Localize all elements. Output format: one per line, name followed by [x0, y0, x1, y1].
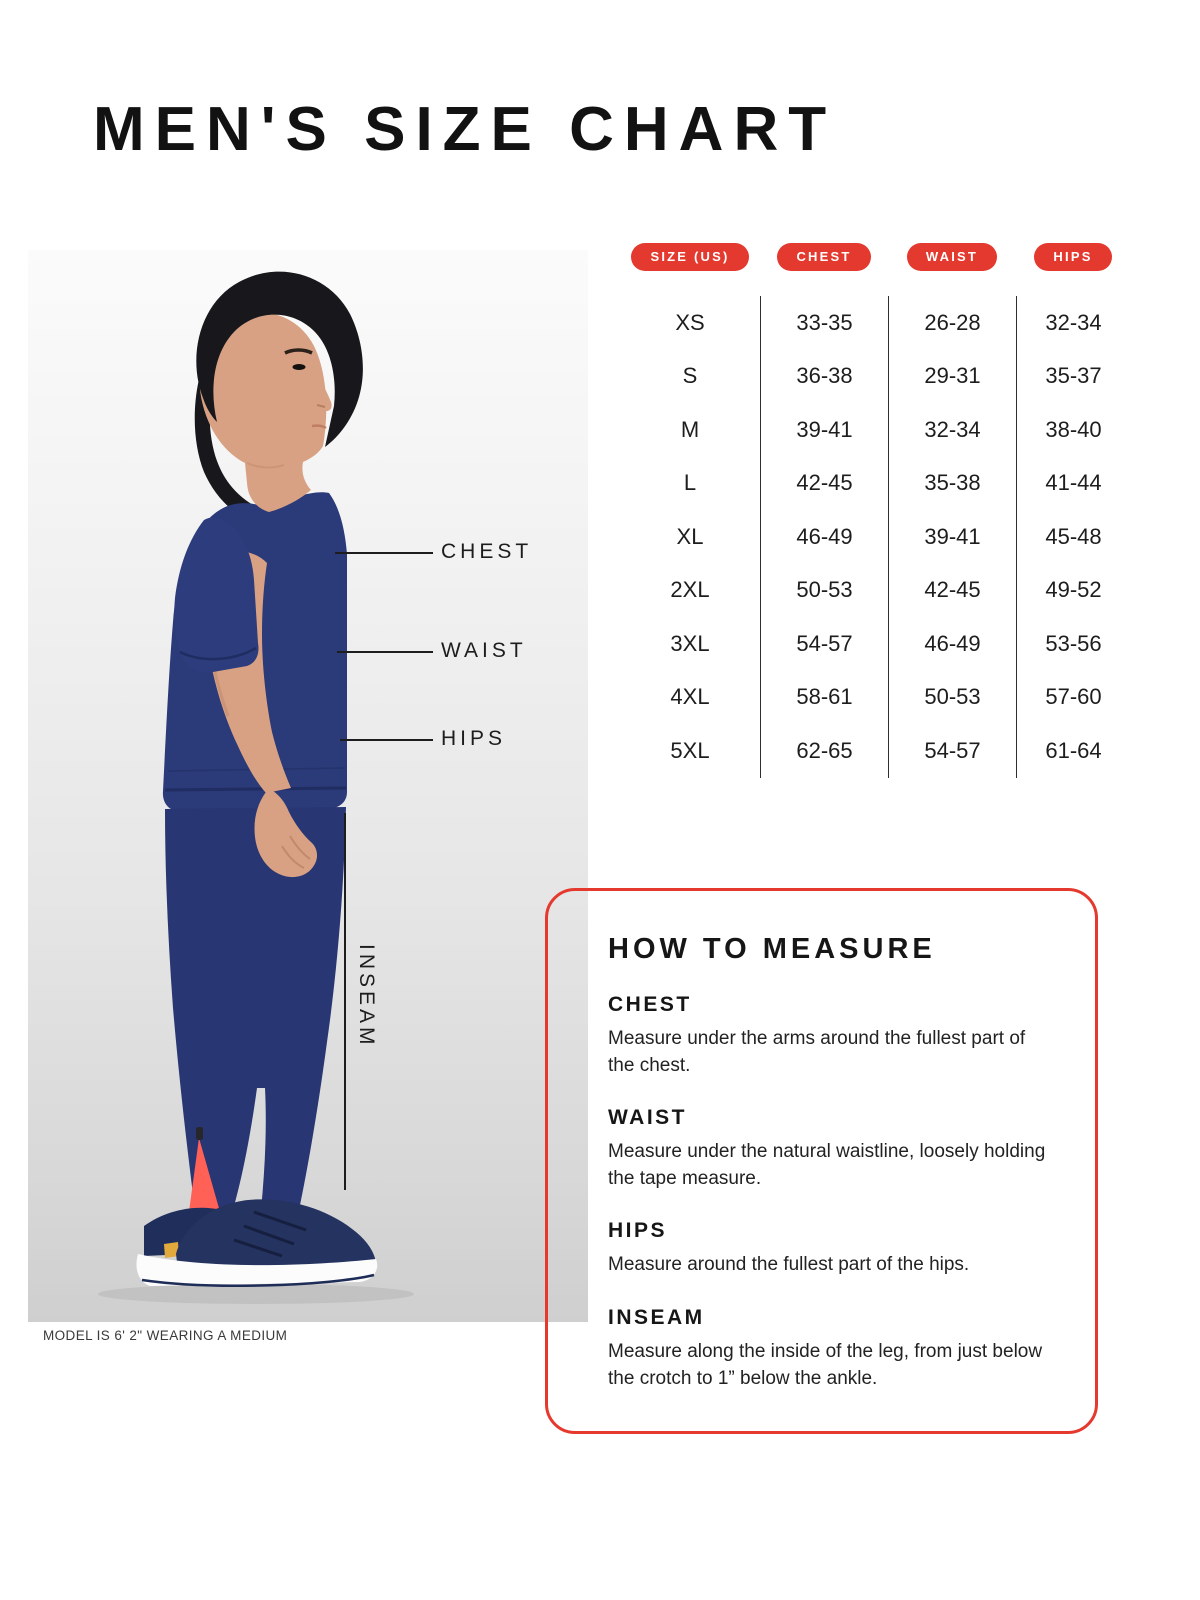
how-to-measure-title: HOW TO MEASURE	[608, 933, 936, 965]
chest-cell: 33-35	[760, 296, 888, 350]
size-cell: S	[682, 363, 698, 389]
hips-pointer-label: HIPS	[441, 727, 507, 750]
waist-cell: 35-38	[888, 457, 1016, 511]
waist-cell: 32-34	[888, 403, 1016, 457]
model-eye	[293, 364, 306, 370]
howto-heading: INSEAM	[608, 1305, 705, 1329]
hips-cell: 41-44	[1016, 457, 1130, 511]
size-cell: 2XL	[670, 577, 710, 603]
howto-section-inseam	[608, 1306, 1049, 1392]
column-pill-waist: WAIST	[907, 243, 997, 271]
chest-pointer-line	[335, 552, 433, 554]
column-pill-chest: CHEST	[777, 243, 870, 271]
chest-cell: 42-45	[760, 457, 888, 511]
hips-cell: 53-56	[1016, 617, 1130, 671]
size-cell: 5XL	[670, 737, 710, 763]
waist-cell: 42-45	[888, 564, 1016, 618]
zipper-pull	[196, 1127, 203, 1140]
inseam-pointer-label: INSEAM	[355, 944, 378, 1049]
chest-cell: 58-61	[760, 671, 888, 725]
waist-cell: 29-31	[888, 350, 1016, 404]
hips-cell: 61-64	[1016, 724, 1130, 778]
chest-cell: 54-57	[760, 617, 888, 671]
hips-cell: 35-37	[1016, 350, 1130, 404]
howto-text: Measure under the natural waistline, loosely holding the tape measure.	[608, 1141, 1046, 1189]
page-title: MEN'S SIZE CHART	[93, 95, 837, 164]
howto-text: Measure under the arms around the fullest part of the chest.	[608, 1028, 1026, 1076]
howto-section-hips	[608, 1219, 1049, 1279]
chest-cell: 36-38	[760, 350, 888, 404]
how-to-measure-box	[545, 888, 1098, 1434]
size-cell: XL	[676, 523, 704, 549]
column-pill-hips: HIPS	[1034, 243, 1111, 271]
howto-section-chest	[608, 993, 1049, 1079]
waist-pointer-line	[337, 651, 433, 653]
waist-pointer-label: WAIST	[441, 639, 527, 662]
howto-text: Measure around the fullest part of the hips.	[608, 1254, 970, 1276]
waist-cell: 50-53	[888, 671, 1016, 725]
howto-heading: WAIST	[608, 1106, 687, 1130]
size-cell: L	[683, 470, 697, 496]
size-table	[620, 243, 1130, 778]
chest-cell: 46-49	[760, 510, 888, 564]
hips-cell: 38-40	[1016, 403, 1130, 457]
hips-cell: 49-52	[1016, 564, 1130, 618]
model-illustration	[28, 250, 588, 1322]
hips-cell: 45-48	[1016, 510, 1130, 564]
hips-cell: 32-34	[1016, 296, 1130, 350]
howto-section-waist	[608, 1106, 1049, 1192]
waist-cell: 46-49	[888, 617, 1016, 671]
model-caption: MODEL IS 6' 2" WEARING A MEDIUM	[43, 1328, 288, 1343]
hips-cell: 57-60	[1016, 671, 1130, 725]
waist-cell: 54-57	[888, 724, 1016, 778]
floor-shadow	[98, 1284, 414, 1304]
size-cell: 4XL	[670, 684, 710, 710]
size-table-header	[620, 243, 1130, 271]
howto-text: Measure along the inside of the leg, from just below the crotch to 1” below the ankle.	[608, 1340, 1043, 1389]
howto-heading: HIPS	[608, 1219, 668, 1243]
chest-pointer-label: CHEST	[441, 540, 533, 563]
waist-cell: 39-41	[888, 510, 1016, 564]
waist-cell: 26-28	[888, 296, 1016, 350]
model-pants	[165, 807, 346, 1210]
chest-cell: 50-53	[760, 564, 888, 618]
size-cell: M	[680, 416, 700, 442]
size-cell: XS	[675, 309, 705, 335]
size-table-body	[620, 296, 1130, 778]
hips-pointer-line	[340, 739, 433, 741]
model-photo	[28, 250, 588, 1322]
chest-cell: 62-65	[760, 724, 888, 778]
chest-cell: 39-41	[760, 403, 888, 457]
size-cell: 3XL	[670, 630, 710, 656]
inseam-pointer-line	[344, 813, 346, 1190]
howto-heading: CHEST	[608, 993, 692, 1016]
column-pill-size: SIZE (US)	[631, 243, 748, 271]
